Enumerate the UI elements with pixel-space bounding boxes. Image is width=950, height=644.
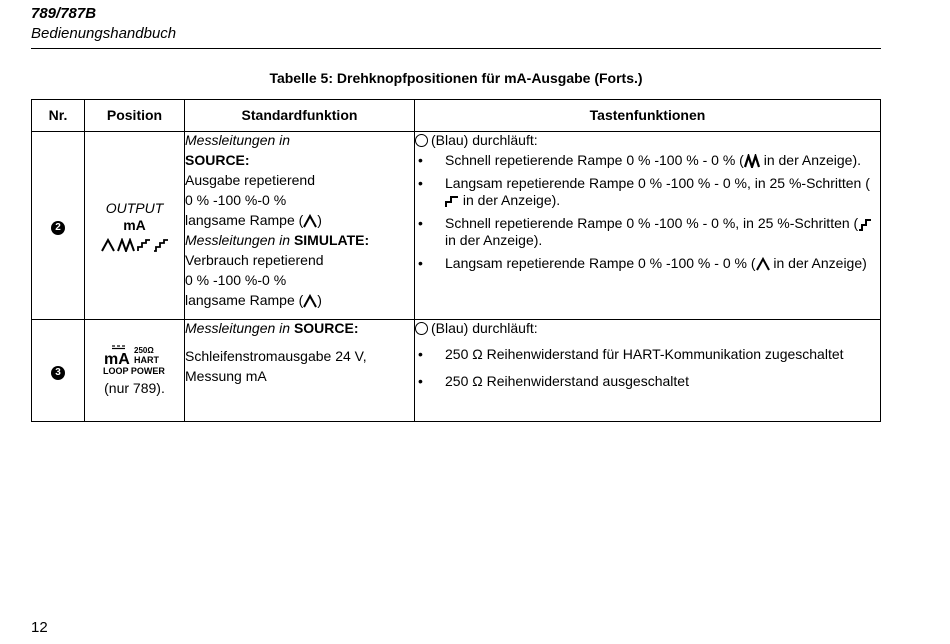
- position-cell: [85, 320, 185, 422]
- page-number: 12: [31, 619, 48, 636]
- logo-ma-text: mA: [103, 351, 130, 368]
- blue-button-icon: [415, 134, 428, 147]
- position-cell: [85, 132, 185, 320]
- button-intro-text: (Blau) durchläuft:: [431, 320, 538, 336]
- button-function-cell: [415, 320, 881, 422]
- logo-hart-text: HART: [133, 355, 159, 365]
- manual-subtitle: Bedienungshandbuch: [31, 25, 177, 42]
- col-header-nr: Nr.: [32, 100, 85, 132]
- std-text: SIMULATE:: [293, 232, 370, 248]
- button-intro: [415, 132, 880, 152]
- list-item-text: Langsam repetierende Rampe 0 % -100 % - 0 % (: [445, 255, 756, 271]
- list-item-text: in der Anzeige): [769, 255, 867, 271]
- row-number-badge: 2: [51, 221, 65, 235]
- table-header-row: [32, 100, 881, 132]
- std-line: Ausgabe repetierend: [185, 172, 315, 188]
- std-text: langsame Rampe (: [185, 212, 304, 228]
- std-text: SOURCE:: [293, 320, 359, 336]
- std-line: SOURCE:: [185, 152, 250, 168]
- std-line: Messung mA: [185, 368, 267, 384]
- std-line: [185, 232, 414, 252]
- row-number-badge: 3: [51, 366, 65, 380]
- std-line: Messleitungen in: [185, 132, 291, 148]
- list-item-text: Schnell repetierende Rampe 0 % -100 % - 0 % (: [445, 152, 744, 168]
- loop-power-logo-icon: [100, 344, 170, 376]
- std-line: Schleifenstromausgabe 24 V,: [185, 348, 367, 364]
- position-table: [31, 99, 881, 422]
- std-text: Messleitungen in: [185, 232, 294, 248]
- col-header-tasten: Tastenfunktionen: [415, 100, 881, 132]
- list-item: [415, 175, 880, 209]
- col-header-standard: Standardfunktion: [185, 100, 415, 132]
- list-item-text: in der Anzeige).: [459, 192, 561, 208]
- std-line: [185, 320, 414, 342]
- std-text: ): [317, 292, 322, 308]
- logo-ohm-text: 250Ω: [133, 346, 154, 355]
- table-row: [32, 132, 881, 320]
- single-triangle-wave-icon: [303, 294, 317, 308]
- button-intro: [415, 320, 880, 346]
- step-wave-icon: [858, 217, 872, 231]
- col-header-position: Position: [85, 100, 185, 132]
- std-line: 0 % -100 %-0 %: [185, 272, 287, 288]
- std-line: [185, 212, 414, 232]
- list-item-text: in der Anzeige).: [445, 232, 543, 248]
- row-number-cell: [32, 132, 85, 320]
- std-text: Messleitungen in: [185, 320, 294, 336]
- list-item-text: Schnell repetierende Rampe 0 % -100 % - 0 %, in 25 %-Schritten (: [445, 215, 859, 231]
- button-function-cell: [415, 132, 881, 320]
- list-item: [415, 152, 880, 169]
- standard-function-cell: [185, 132, 415, 320]
- step-wave-icon: [445, 194, 459, 208]
- row-number-cell: [32, 320, 85, 422]
- single-triangle-wave-icon: [303, 214, 317, 228]
- list-item: • 250 Ω Reihenwiderstand für HART-Kommunikation zugeschaltet: [415, 346, 880, 363]
- position-output-label: OUTPUT: [105, 199, 164, 216]
- standard-function-cell: [185, 320, 415, 422]
- list-item: [415, 215, 880, 249]
- position-ma-label: mA: [123, 216, 146, 233]
- double-triangle-wave-icon: [744, 154, 760, 168]
- list-item-text: in der Anzeige).: [759, 152, 861, 168]
- button-intro-text: (Blau) durchläuft:: [431, 132, 538, 148]
- blue-button-icon: [415, 322, 428, 335]
- std-line: Verbrauch repetierend: [185, 252, 324, 268]
- single-triangle-wave-icon: [756, 257, 770, 271]
- std-text: langsame Rampe (: [185, 292, 304, 308]
- std-line: [185, 292, 414, 312]
- ramp-waveforms-icon: [101, 238, 169, 252]
- model-note: (nur 789).: [104, 380, 165, 396]
- header-divider: [31, 48, 881, 49]
- list-item: • 250 Ω Reihenwiderstand ausgeschaltet: [415, 373, 880, 390]
- std-text: ): [317, 212, 322, 228]
- manual-model: 789/787B: [31, 5, 97, 22]
- button-function-list: [415, 346, 880, 390]
- list-item: [415, 255, 880, 272]
- list-item-text: Langsam repetierende Rampe 0 % -100 % - 0 %, in 25 %-Schritten (: [445, 175, 870, 191]
- logo-loop-text: LOOP POWER: [102, 366, 165, 376]
- table-row: [32, 320, 881, 422]
- std-line: 0 % -100 %-0 %: [185, 192, 287, 208]
- button-function-list: [415, 152, 880, 272]
- table-title: Tabelle 5: Drehknopfpositionen für mA-Ausgabe (Forts.): [269, 70, 643, 86]
